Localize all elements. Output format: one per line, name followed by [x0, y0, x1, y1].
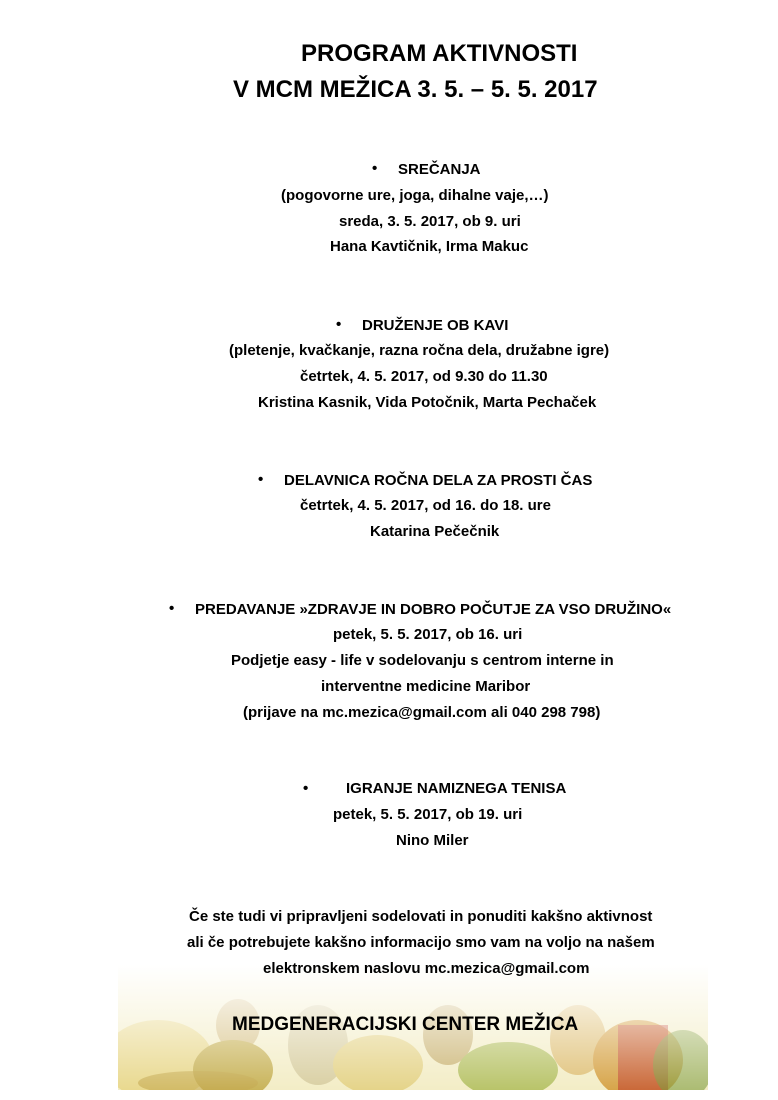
event-organizer: Podjetje easy - life v sodelovanju s centrom interne in	[231, 652, 614, 669]
event-heading: IGRANJE NAMIZNEGA TENISA	[346, 780, 567, 797]
closing-line-2: ali če potrebujete kakšno informacijo smo vam na voljo na našem	[187, 934, 655, 951]
event-date: sreda, 3. 5. 2017, ob 9. uri	[339, 213, 521, 230]
closing-line-1: Če ste tudi vi pripravljeni sodelovati in ponuditi kakšno aktivnost	[189, 908, 653, 925]
event-heading: • DRUŽENJE OB KAVI	[362, 317, 508, 334]
event-registration: (prijave na mc.mezica@gmail.com ali 040 298 798)	[243, 704, 601, 721]
event-date: petek, 5. 5. 2017, ob 16. uri	[333, 626, 523, 643]
page-title-line-2: V MCM MEŽICA 3. 5. – 5. 5. 2017	[233, 76, 598, 103]
event-description: (pogovorne ure, joga, dihalne vaje,…)	[281, 187, 549, 204]
event-heading: • SREČANJA	[398, 161, 481, 178]
event-description: (pletenje, kvačkanje, razna ročna dela, družabne igre)	[229, 342, 610, 359]
event-date: petek, 5. 5. 2017, ob 19. uri	[333, 806, 523, 823]
event-heading: • PREDAVANJE »ZDRAVJE IN DOBRO POČUTJE ZA VSO DRUŽINO«	[195, 601, 671, 618]
event-hosts: Nino Miler	[396, 832, 469, 849]
event-bullet: •	[303, 780, 309, 797]
event-date: četrtek, 4. 5. 2017, od 9.30 do 11.30	[300, 368, 548, 385]
event-heading: • DELAVNICA ROČNA DELA ZA PROSTI ČAS	[284, 472, 592, 489]
organization-name: MEDGENERACIJSKI CENTER MEŽICA	[232, 1014, 579, 1035]
event-hosts: Katarina Pečečnik	[370, 523, 500, 540]
page-title-line-1: PROGRAM AKTIVNOSTI	[301, 40, 578, 67]
event-organizer-cont: interventne medicine Maribor	[321, 678, 531, 695]
event-hosts: Hana Kavtičnik, Irma Makuc	[330, 238, 529, 255]
closing-line-3: elektronskem naslovu mc.mezica@gmail.com	[263, 960, 590, 977]
event-date: četrtek, 4. 5. 2017, od 16. do 18. ure	[300, 497, 551, 514]
event-hosts: Kristina Kasnik, Vida Potočnik, Marta Pechaček	[258, 394, 597, 411]
